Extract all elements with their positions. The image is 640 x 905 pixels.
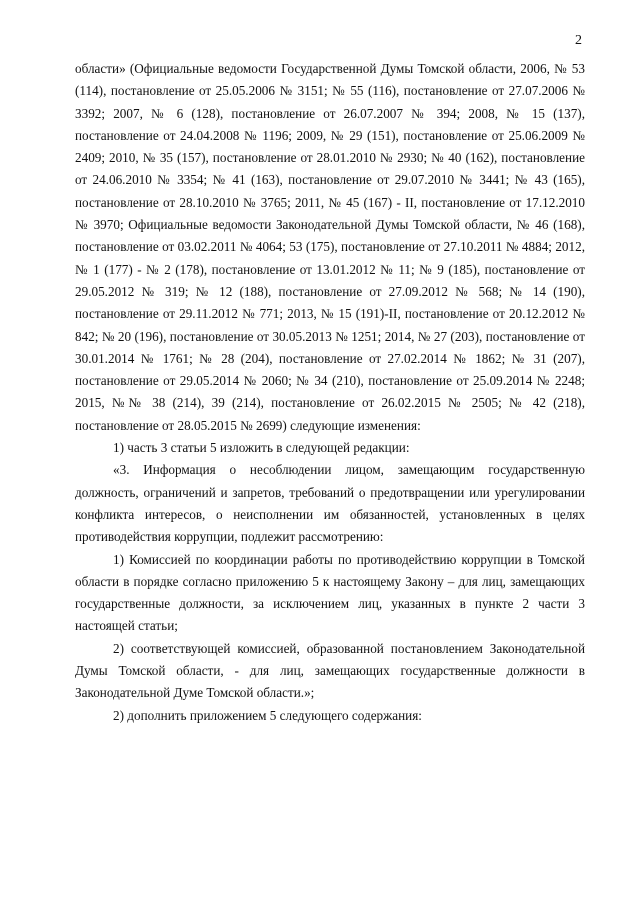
- paragraph-item-1-header: 1) часть 3 статьи 5 изложить в следующей редакции:: [113, 440, 410, 456]
- paragraph-subitem-1: 1) Комиссией по координации работы по противодействию коррупции в Томской области в порядке согласно приложению 5 к настоящему Закону – для лиц, замещающих государственные должности, за исключением лиц, указанных в пункте 2 части 3 настоящей статьи;: [75, 551, 585, 634]
- paragraph-amendment-sources: области» (Официальные ведомости Государственной Думы Томской области, 2006, № 53 (114), постановление от 25.05.2006 № 3151; № 55 (116), постановление от 27.07.2006 № 3392; 2007, № 6 (128), постановление от 26.07.2007 № 394; 2008, № 15 (137), постановление от 24.04.2008 № 1196; 2009, № 29 (151), постановление от 25.06.2009 № 2409; 2010, № 35 (157), постановление от 28.01.2010 № 2930; № 40 (162), постановление от 24.06.2010 № 3354; № 41 (163), постановление от 29.07.2010 № 3441; № 43 (165), постановление от 28.10.2010 № 3765; 2011, № 45 (167) - II, постановление от 17.12.2010 № 3970; Официальные ведомости Законодательной Думы Томской области, № 46 (168), постановление от 03.02.2011 № 4064; 53 (175), постановление от 27.10.2011 № 4884; 2012, № 1 (177) - № 2 (178), постановление от 13.01.2012 № 11; № 9 (185), постановление от 29.05.2012 № 319; № 12 (188), постановление от 27.09.2012 № 568; № 14 (190), постановление от 29.11.2012 № 771; 2013, № 15 (191)-II, постановление от 20.12.2012 № 842; № 20 (196), постановление от 30.05.2013 № 1251; 2014, № 27 (203), постановление от 30.01.2014 № 1761; № 28 (204), постановление от 27.02.2014 № 1862; № 31 (207), постановление от 29.05.2014 № 2060; № 34 (210), постановление от 25.09.2014 № 2248; 2015, №№ 38 (214), 39 (214), постановление от 26.02.2015 № 2505; № 42 (218), постановление от 28.05.2015 № 2699) следующие изменения:: [75, 61, 585, 433]
- page-number: 2: [575, 33, 582, 48]
- document-body: [75, 58, 585, 727]
- paragraph-part-3-text: «3. Информация о несоблюдении лицом, замещающим государственную должность, ограничений и запретов, требований о предотвращении или урегулировании конфликта интересов, о неисполнении им обязанностей, установленных в целях противодействия коррупции, подлежит рассмотрению:: [75, 462, 585, 545]
- paragraph-item-2-header: 2) дополнить приложением 5 следующего содержания:: [113, 707, 422, 723]
- paragraph-subitem-2: 2) соответствующей комиссией, образованной постановлением Законодательной Думы Томской области, - для лиц, замещающих государственные должности в Законодательной Думе Томской области.»;: [75, 640, 585, 701]
